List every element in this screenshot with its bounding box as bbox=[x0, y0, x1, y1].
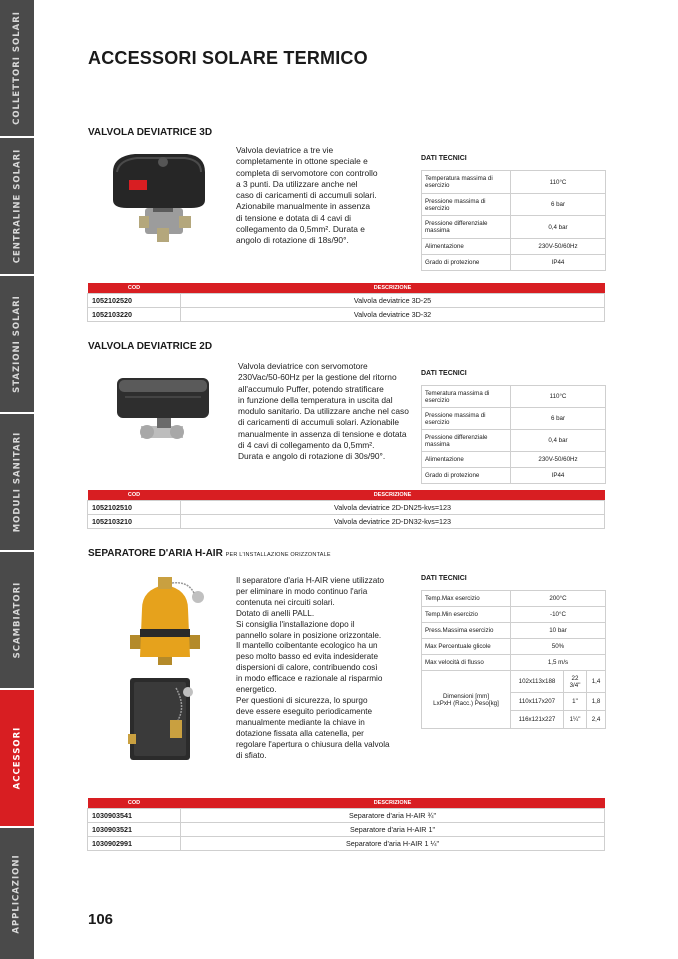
code-table-2d bbox=[87, 490, 605, 529]
valve-2d-image bbox=[113, 374, 215, 446]
tech-row: Pressione massima di esercizio 6 bar bbox=[422, 408, 606, 430]
page-title: ACCESSORI SOLARE TERMICO bbox=[88, 48, 368, 68]
tech-table-air-separator bbox=[421, 590, 606, 729]
section-title-air-separator: SEPARATORE D'ARIA H-AIR PER L'INSTALLAZIONE ORIZZONTALE bbox=[88, 548, 331, 559]
description-2d: Valvola deviatrice con servomotore 230Vac/50-60Hz per la gestione del ritorno all'accumulo Puffer, potendo stratificare in funzione della temperatura in uscita dal modulo sanitario. Da utilizzare anche nel caso di caricamenti di accumuli solari. Azionabile manualmente in assenza di tensione e dotata di 4 cavi di collegamento da 0,5mm². Durata e angolo di rotazione di 30s/90°. bbox=[238, 361, 409, 462]
tech-row: Grado di protezione IP44 bbox=[422, 468, 606, 484]
code-table-3d bbox=[87, 283, 605, 322]
description-3d: Valvola deviatrice a tre vie completamente in ottone speciale e completa di servomotore con controllo a 3 punti. Da utilizzare anche nel caso di caricamenti di accumuli solari. Azionabile manualmente in assenza di tensione e dotata di 4 cavi di collegamento da 0,5mm². Durata e angolo di rotazione di 18s/90°. bbox=[236, 145, 378, 246]
table-row: 1052102510 Valvola deviatrice 2D-DN25-kvs=123 bbox=[88, 501, 605, 515]
table-row: 1052102520 Valvola deviatrice 3D-25 bbox=[88, 294, 605, 308]
table-row: 1030903521 Separatore d'aria H-AIR 1" bbox=[88, 823, 605, 837]
tech-row: Alimentazione 230V-50/60Hz bbox=[422, 452, 606, 468]
sidebar-tab-collettori-solari[interactable]: COLLETTORI SOLARI bbox=[0, 0, 34, 138]
tech-row: Press.Massima esercizio 10 bar bbox=[422, 623, 606, 639]
tech-row: Temperatura massima di esercizio 110°C bbox=[422, 171, 606, 194]
tech-title-air-separator: DATI TECNICI bbox=[421, 575, 467, 582]
description-air-separator: Il separatore d'aria H-AIR viene utilizzato per eliminare in modo continuo l'aria contenuta nei circuiti solari. Dotato di anelli PALL. Si consiglia l'installazione dopo il pannello solare in posizione orizzontale. Il mantello coibentante ecologico ha un peso molto basso ed evita indesiderate dispersioni di calore, contribuendo così in modo efficace e razionale al risparmio energetico. Per questioni di sicurezza, lo spurgo deve essere eseguito periodicamente manualmente mediante la chiave in dotazione fissata alla catenella, per regolare l'apertura o chiusura della valvola di sfiato. bbox=[236, 576, 390, 760]
tech-title-2d: DATI TECNICI bbox=[421, 370, 467, 377]
tech-row: Max Percentuale glicole 50% bbox=[422, 639, 606, 655]
section-subtitle: PER L'INSTALLAZIONE ORIZZONTALE bbox=[225, 552, 331, 558]
valve-3d-image bbox=[105, 150, 213, 244]
section-title-2d: VALVOLA DEVIATRICE 2D bbox=[88, 341, 213, 352]
table-row: 1052103210 Valvola deviatrice 2D-DN32-kvs=123 bbox=[88, 515, 605, 529]
tech-row: Temp.Min esercizio -10°C bbox=[422, 607, 606, 623]
code-table-header: COD DESCRIZIONE bbox=[88, 283, 605, 294]
sidebar bbox=[0, 0, 34, 959]
sidebar-tab-applicazioni[interactable]: APPLICAZIONI bbox=[12, 853, 23, 934]
air-separator-image bbox=[128, 575, 210, 667]
tech-table-2d bbox=[421, 385, 606, 484]
sidebar-tab-centraline-solari[interactable]: CENTRALINE SOLARI bbox=[0, 138, 34, 276]
tech-table-3d bbox=[421, 170, 606, 271]
code-table-header: COD DESCRIZIONE bbox=[88, 490, 605, 501]
tech-row: Alimentazione 230V-50/60Hz bbox=[422, 239, 606, 255]
page-number: 106 bbox=[88, 911, 114, 928]
sidebar-tab-accessori[interactable]: ACCESSORI bbox=[0, 690, 34, 828]
table-row: 1030903541 Separatore d'aria H-AIR ¾" bbox=[88, 809, 605, 823]
tech-row: Temp.Max esercizio 200°C bbox=[422, 591, 606, 607]
tech-title-3d: DATI TECNICI bbox=[421, 155, 467, 162]
sidebar-tab-scambiatori[interactable]: SCAMBIATORI bbox=[0, 552, 34, 690]
tech-row: Pressione massima di esercizio 6 bar bbox=[422, 194, 606, 216]
table-row: 1052103220 Valvola deviatrice 3D-32 bbox=[88, 308, 605, 322]
sidebar-tab-moduli-sanitari[interactable]: MODULI SANITARI bbox=[0, 414, 34, 552]
tech-row: Grado di protezione IP44 bbox=[422, 255, 606, 271]
code-table-header: COD DESCRIZIONE bbox=[88, 798, 605, 809]
dimensions-label: Dimensioni [mm] LxPxH (Racc.) Peso[kg] bbox=[422, 671, 511, 729]
dimension-row: 116x121x227 1¼" 2,4 bbox=[422, 711, 606, 729]
tech-row: Pressione differenziale massima 0,4 bar bbox=[422, 430, 606, 452]
sidebar-tab-stazioni-solari[interactable]: STAZIONI SOLARI bbox=[0, 276, 34, 414]
code-table-air-separator bbox=[87, 798, 605, 851]
table-row: 1030902991 Separatore d'aria H-AIR 1 ¼" bbox=[88, 837, 605, 851]
tech-row: Max velocità di flusso 1,5 m/s bbox=[422, 655, 606, 671]
tech-row: Pressione differenziale massima 0,4 bar bbox=[422, 216, 606, 239]
air-separator-insulated-image bbox=[128, 676, 198, 762]
dimension-row: 110x117x207 1" 1,8 bbox=[422, 693, 606, 711]
tech-row: Temeratura massima di esercizio 110°C bbox=[422, 386, 606, 408]
section-title-3d: VALVOLA DEVIATRICE 3D bbox=[88, 127, 213, 138]
dimension-row: Dimensioni [mm] LxPxH (Racc.) Peso[kg] 102x113x188 22 3/4" 1,4 bbox=[422, 671, 606, 693]
